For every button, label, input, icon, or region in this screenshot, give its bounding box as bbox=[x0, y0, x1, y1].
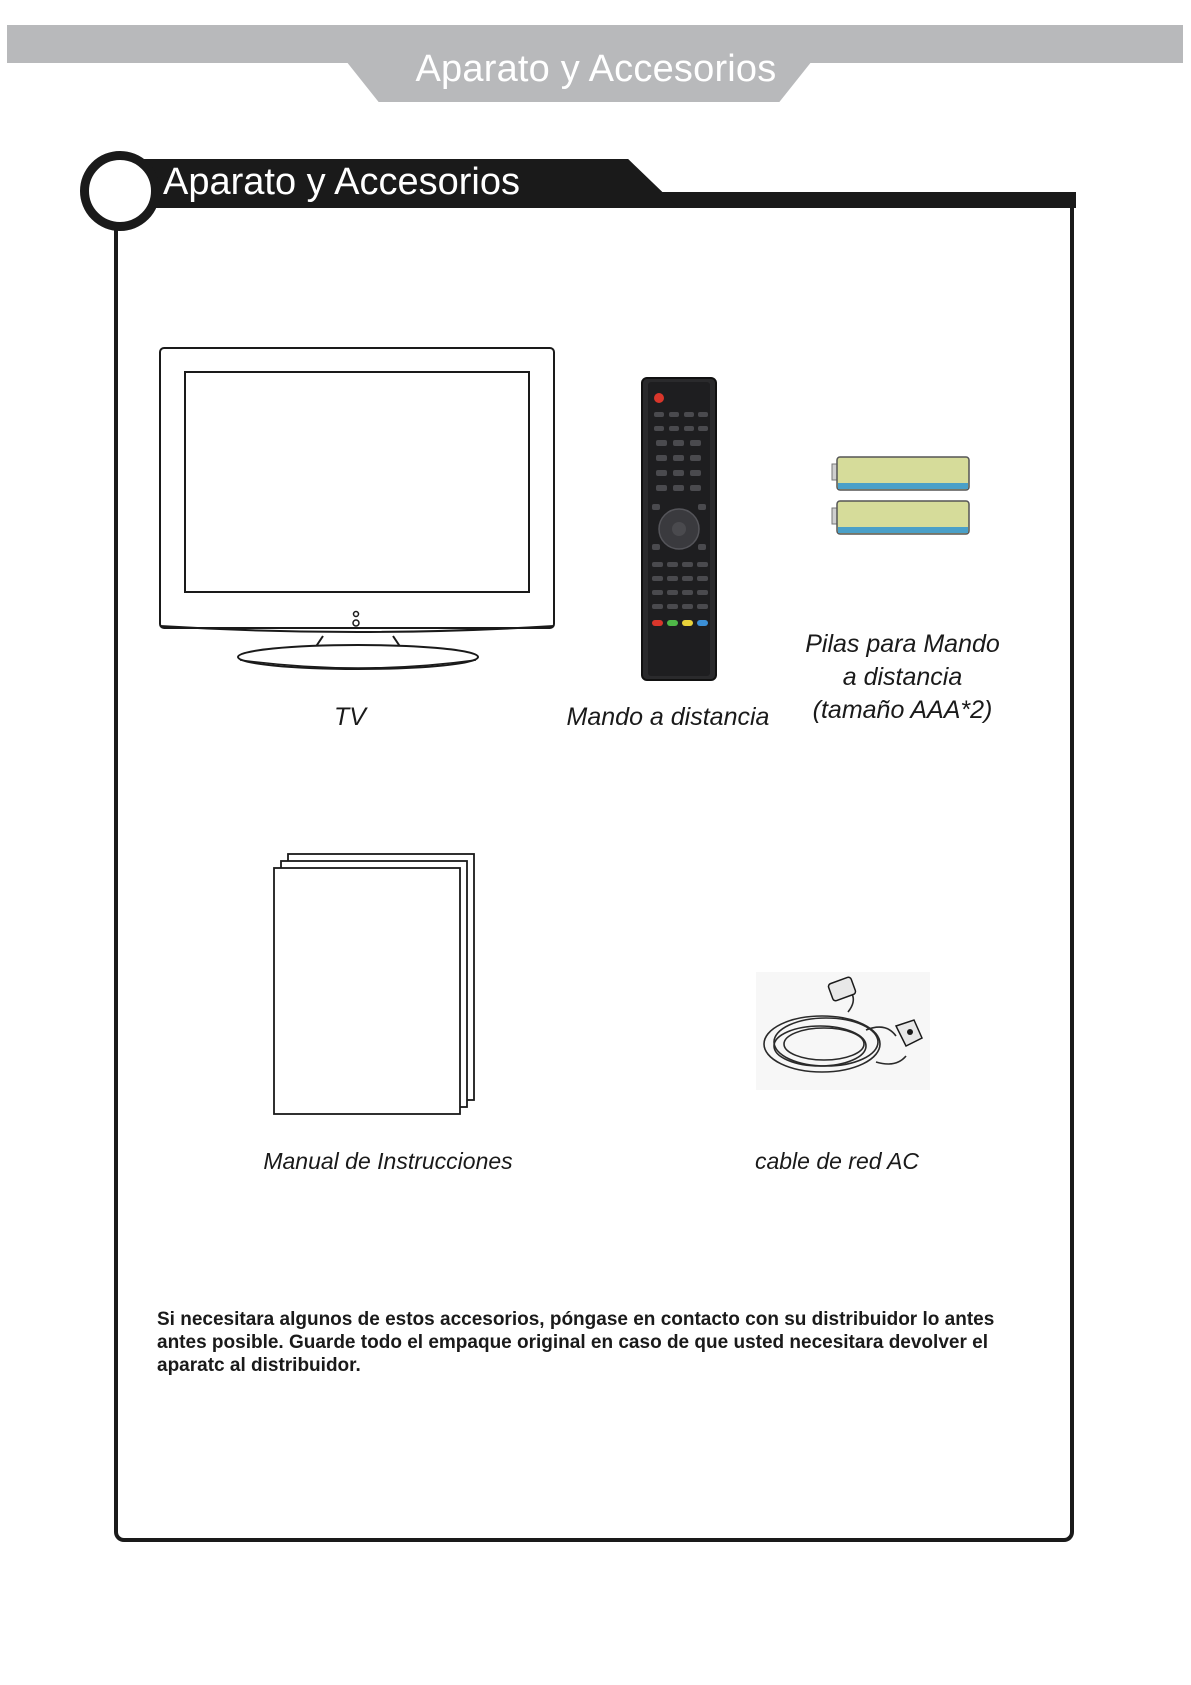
tv-caption: TV bbox=[334, 703, 366, 731]
section-bullet-circle bbox=[80, 151, 160, 231]
section-title: Aparato y Accesorios bbox=[163, 161, 520, 203]
cable-caption: cable de red AC bbox=[754, 1148, 920, 1174]
tv-icon bbox=[158, 346, 558, 672]
note-line: aparatc al distribuidor. bbox=[157, 1355, 361, 1376]
power-cable-icon bbox=[756, 972, 930, 1090]
remote-caption: Mando a distancia bbox=[566, 703, 770, 731]
batteries-caption-line: a distancia bbox=[842, 663, 963, 691]
manual-icon bbox=[272, 852, 476, 1118]
batteries-caption bbox=[780, 628, 1025, 727]
header-title: Aparato y Accesorios bbox=[415, 48, 777, 90]
remote-control-icon bbox=[640, 376, 718, 684]
battery-icon bbox=[830, 454, 972, 538]
note-line: antes posible. Guarde todo el empaque original en caso de que usted necesitara devolver el bbox=[157, 1332, 988, 1353]
manual-caption: Manual de Instrucciones bbox=[263, 1148, 513, 1174]
accessories-note bbox=[157, 1308, 1047, 1377]
note-line: Si necesitara algunos de estos accesorios, póngase en contacto con su distribuidor lo antes bbox=[157, 1309, 995, 1330]
batteries-caption-line: (tamaño AAA*2) bbox=[812, 696, 993, 724]
batteries-caption-line: Pilas para Mando bbox=[805, 630, 1000, 658]
